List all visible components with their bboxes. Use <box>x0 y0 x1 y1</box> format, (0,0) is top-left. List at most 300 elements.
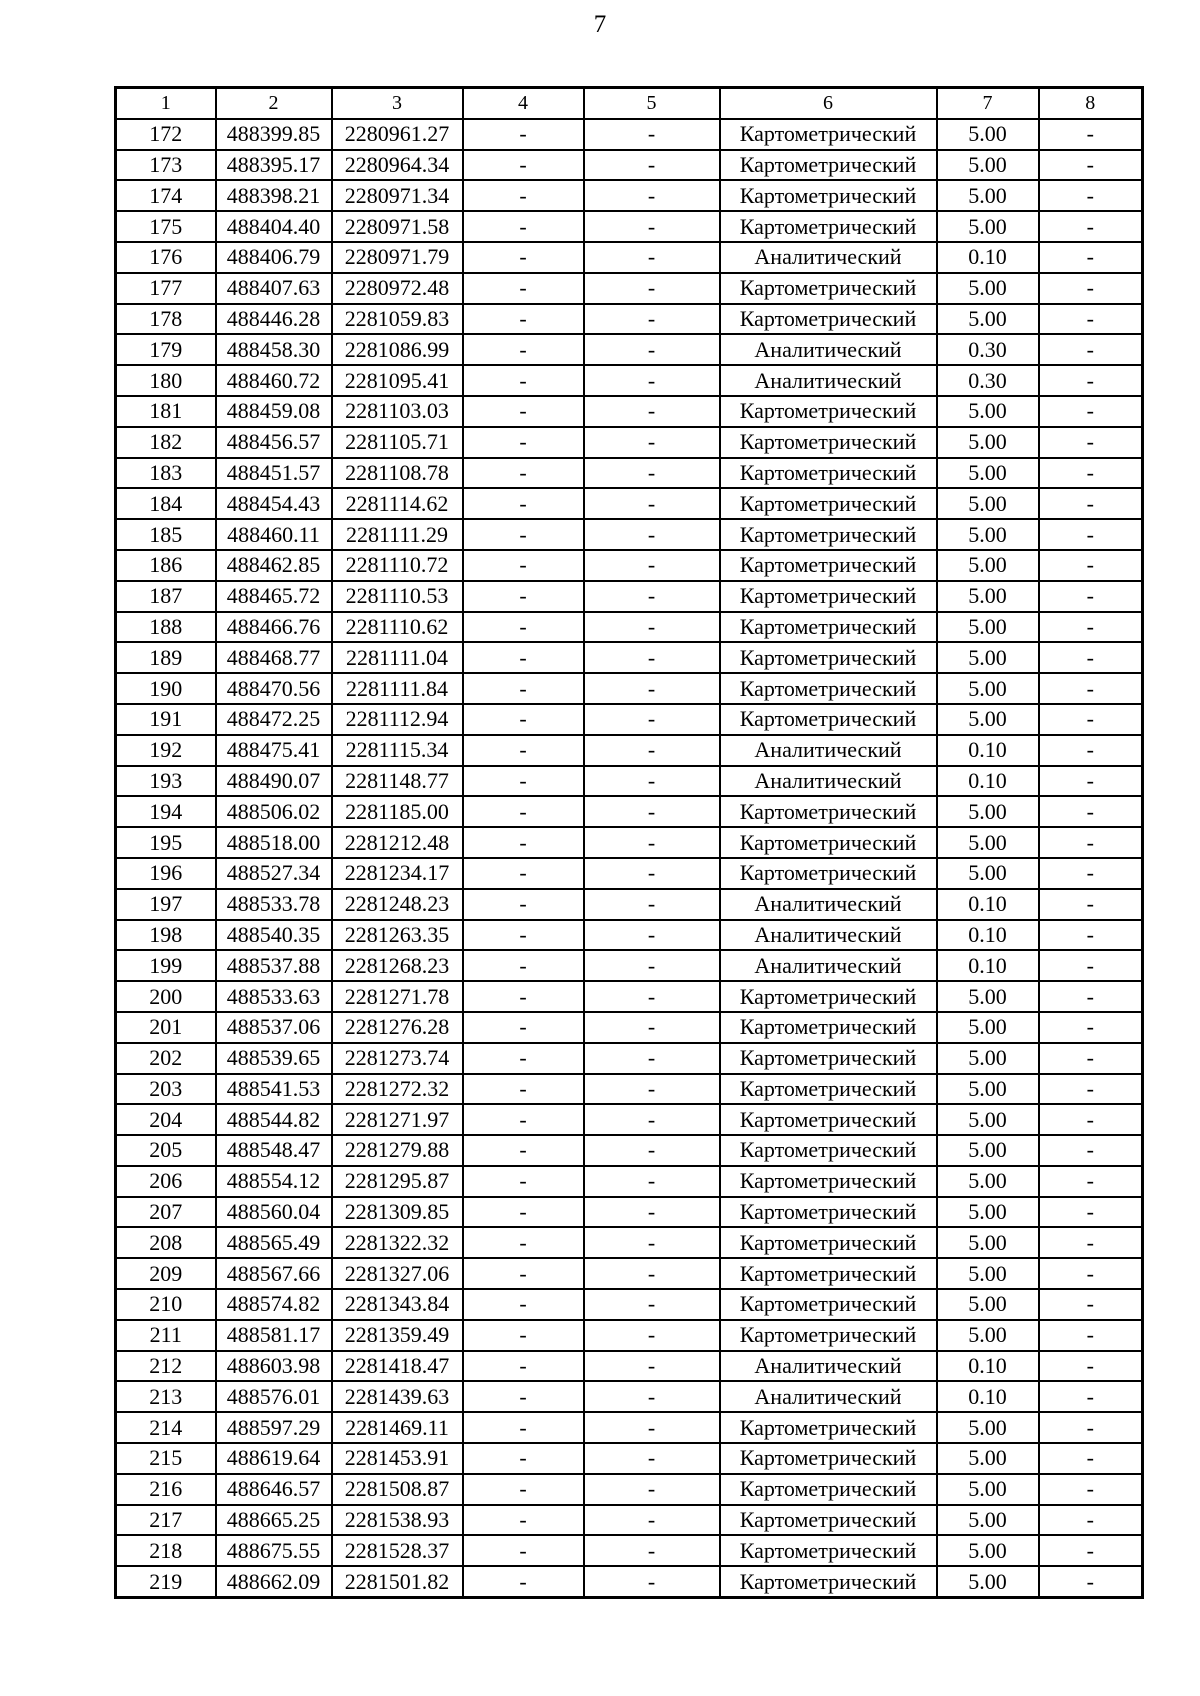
column-4-cell: - <box>463 642 584 673</box>
column-8-cell: - <box>1039 981 1143 1012</box>
point-number-cell: 189 <box>116 642 216 673</box>
y-coordinate-cell: 2281439.63 <box>332 1381 463 1412</box>
column-5-cell: - <box>584 858 720 889</box>
method-cell: Аналитический <box>720 1381 937 1412</box>
column-5-cell: - <box>584 150 720 181</box>
table-row <box>116 858 1143 889</box>
x-coordinate-cell: 488407.63 <box>216 273 332 304</box>
x-coordinate-cell: 488576.01 <box>216 1381 332 1412</box>
y-coordinate-cell: 2281501.82 <box>332 1566 463 1597</box>
accuracy-cell: 5.00 <box>937 458 1039 489</box>
point-number-cell: 209 <box>116 1258 216 1289</box>
y-coordinate-cell: 2281309.85 <box>332 1197 463 1228</box>
x-coordinate-cell: 488446.28 <box>216 304 332 335</box>
point-number-cell: 199 <box>116 950 216 981</box>
column-8-cell: - <box>1039 1043 1143 1074</box>
method-cell: Картометрический <box>720 1443 937 1474</box>
column-8-cell: - <box>1039 1412 1143 1443</box>
column-4-cell: - <box>463 273 584 304</box>
column-4-cell: - <box>463 889 584 920</box>
accuracy-cell: 5.00 <box>937 858 1039 889</box>
accuracy-cell: 5.00 <box>937 704 1039 735</box>
header-cell: 2 <box>216 88 332 119</box>
column-8-cell: - <box>1039 1074 1143 1105</box>
y-coordinate-cell: 2281086.99 <box>332 334 463 365</box>
y-coordinate-cell: 2280961.27 <box>332 119 463 150</box>
y-coordinate-cell: 2281185.00 <box>332 796 463 827</box>
column-5-cell: - <box>584 1474 720 1505</box>
x-coordinate-cell: 488537.88 <box>216 950 332 981</box>
column-5-cell: - <box>584 981 720 1012</box>
column-5-cell: - <box>584 1289 720 1320</box>
accuracy-cell: 0.10 <box>937 920 1039 951</box>
x-coordinate-cell: 488451.57 <box>216 458 332 489</box>
y-coordinate-cell: 2281359.49 <box>332 1320 463 1351</box>
column-4-cell: - <box>463 1474 584 1505</box>
method-cell: Аналитический <box>720 920 937 951</box>
column-5-cell: - <box>584 581 720 612</box>
y-coordinate-cell: 2281271.97 <box>332 1104 463 1135</box>
column-5-cell: - <box>584 304 720 335</box>
x-coordinate-cell: 488597.29 <box>216 1412 332 1443</box>
table-row <box>116 488 1143 519</box>
point-number-cell: 181 <box>116 396 216 427</box>
column-5-cell: - <box>584 827 720 858</box>
x-coordinate-cell: 488399.85 <box>216 119 332 150</box>
column-5-cell: - <box>584 1135 720 1166</box>
point-number-cell: 191 <box>116 704 216 735</box>
column-4-cell: - <box>463 735 584 766</box>
column-5-cell: - <box>584 427 720 458</box>
method-cell: Картометрический <box>720 1505 937 1536</box>
accuracy-cell: 5.00 <box>937 1289 1039 1320</box>
column-8-cell: - <box>1039 673 1143 704</box>
column-5-cell: - <box>584 1443 720 1474</box>
y-coordinate-cell: 2281111.04 <box>332 642 463 673</box>
column-5-cell: - <box>584 735 720 766</box>
method-cell: Аналитический <box>720 889 937 920</box>
x-coordinate-cell: 488527.34 <box>216 858 332 889</box>
header-cell: 6 <box>720 88 937 119</box>
x-coordinate-cell: 488540.35 <box>216 920 332 951</box>
column-5-cell: - <box>584 550 720 581</box>
column-5-cell: - <box>584 1566 720 1597</box>
column-4-cell: - <box>463 1104 584 1135</box>
x-coordinate-cell: 488567.66 <box>216 1258 332 1289</box>
method-cell: Картометрический <box>720 581 937 612</box>
method-cell: Аналитический <box>720 766 937 797</box>
column-8-cell: - <box>1039 488 1143 519</box>
column-8-cell: - <box>1039 150 1143 181</box>
x-coordinate-cell: 488675.55 <box>216 1535 332 1566</box>
column-8-cell: - <box>1039 827 1143 858</box>
table-row <box>116 1474 1143 1505</box>
column-4-cell: - <box>463 981 584 1012</box>
column-8-cell: - <box>1039 180 1143 211</box>
column-8-cell: - <box>1039 1289 1143 1320</box>
accuracy-cell: 5.00 <box>937 1443 1039 1474</box>
accuracy-cell: 5.00 <box>937 1197 1039 1228</box>
point-number-cell: 172 <box>116 119 216 150</box>
column-4-cell: - <box>463 1012 584 1043</box>
point-number-cell: 201 <box>116 1012 216 1043</box>
accuracy-cell: 5.00 <box>937 1320 1039 1351</box>
point-number-cell: 186 <box>116 550 216 581</box>
page-number: 7 <box>593 11 607 38</box>
column-4-cell: - <box>463 920 584 951</box>
table-row <box>116 427 1143 458</box>
x-coordinate-cell: 488548.47 <box>216 1135 332 1166</box>
x-coordinate-cell: 488565.49 <box>216 1227 332 1258</box>
column-8-cell: - <box>1039 1443 1143 1474</box>
column-5-cell: - <box>584 612 720 643</box>
column-8-cell: - <box>1039 304 1143 335</box>
x-coordinate-cell: 488395.17 <box>216 150 332 181</box>
table-row <box>116 550 1143 581</box>
method-cell: Картометрический <box>720 827 937 858</box>
accuracy-cell: 0.10 <box>937 735 1039 766</box>
x-coordinate-cell: 488459.08 <box>216 396 332 427</box>
x-coordinate-cell: 488458.30 <box>216 334 332 365</box>
x-coordinate-cell: 488581.17 <box>216 1320 332 1351</box>
column-8-cell: - <box>1039 1381 1143 1412</box>
table-row <box>116 1351 1143 1382</box>
point-number-cell: 212 <box>116 1351 216 1382</box>
table-row <box>116 150 1143 181</box>
y-coordinate-cell: 2281234.17 <box>332 858 463 889</box>
method-cell: Картометрический <box>720 304 937 335</box>
table-row <box>116 1166 1143 1197</box>
y-coordinate-cell: 2281059.83 <box>332 304 463 335</box>
y-coordinate-cell: 2281327.06 <box>332 1258 463 1289</box>
column-5-cell: - <box>584 273 720 304</box>
method-cell: Картометрический <box>720 150 937 181</box>
x-coordinate-cell: 488646.57 <box>216 1474 332 1505</box>
point-number-cell: 197 <box>116 889 216 920</box>
method-cell: Картометрический <box>720 119 937 150</box>
column-4-cell: - <box>463 1320 584 1351</box>
column-4-cell: - <box>463 242 584 273</box>
x-coordinate-cell: 488533.78 <box>216 889 332 920</box>
column-8-cell: - <box>1039 273 1143 304</box>
table-row <box>116 950 1143 981</box>
column-8-cell: - <box>1039 766 1143 797</box>
column-5-cell: - <box>584 673 720 704</box>
accuracy-cell: 5.00 <box>937 1104 1039 1135</box>
point-number-cell: 176 <box>116 242 216 273</box>
x-coordinate-cell: 488537.06 <box>216 1012 332 1043</box>
table-row <box>116 1258 1143 1289</box>
y-coordinate-cell: 2280971.58 <box>332 211 463 242</box>
accuracy-cell: 5.00 <box>937 796 1039 827</box>
column-4-cell: - <box>463 304 584 335</box>
table-row <box>116 334 1143 365</box>
x-coordinate-cell: 488603.98 <box>216 1351 332 1382</box>
table-row <box>116 273 1143 304</box>
point-number-cell: 195 <box>116 827 216 858</box>
method-cell: Картометрический <box>720 1412 937 1443</box>
column-8-cell: - <box>1039 519 1143 550</box>
column-5-cell: - <box>584 1074 720 1105</box>
table-body <box>116 119 1143 1598</box>
point-number-cell: 188 <box>116 612 216 643</box>
point-number-cell: 205 <box>116 1135 216 1166</box>
point-number-cell: 214 <box>116 1412 216 1443</box>
column-8-cell: - <box>1039 704 1143 735</box>
accuracy-cell: 5.00 <box>937 304 1039 335</box>
table-row <box>116 1535 1143 1566</box>
table-row <box>116 1289 1143 1320</box>
column-4-cell: - <box>463 180 584 211</box>
accuracy-cell: 5.00 <box>937 1566 1039 1597</box>
column-5-cell: - <box>584 1012 720 1043</box>
x-coordinate-cell: 488490.07 <box>216 766 332 797</box>
point-number-cell: 174 <box>116 180 216 211</box>
method-cell: Аналитический <box>720 1351 937 1382</box>
point-number-cell: 206 <box>116 1166 216 1197</box>
y-coordinate-cell: 2281538.93 <box>332 1505 463 1536</box>
y-coordinate-cell: 2280971.79 <box>332 242 463 273</box>
column-4-cell: - <box>463 796 584 827</box>
column-4-cell: - <box>463 1135 584 1166</box>
column-8-cell: - <box>1039 1535 1143 1566</box>
column-4-cell: - <box>463 1443 584 1474</box>
y-coordinate-cell: 2281105.71 <box>332 427 463 458</box>
y-coordinate-cell: 2281115.34 <box>332 735 463 766</box>
column-5-cell: - <box>584 889 720 920</box>
column-5-cell: - <box>584 796 720 827</box>
x-coordinate-cell: 488465.72 <box>216 581 332 612</box>
point-number-cell: 179 <box>116 334 216 365</box>
y-coordinate-cell: 2281112.94 <box>332 704 463 735</box>
x-coordinate-cell: 488475.41 <box>216 735 332 766</box>
y-coordinate-cell: 2281111.84 <box>332 673 463 704</box>
method-cell: Картометрический <box>720 1227 937 1258</box>
method-cell: Картометрический <box>720 1535 937 1566</box>
method-cell: Картометрический <box>720 1566 937 1597</box>
column-5-cell: - <box>584 642 720 673</box>
accuracy-cell: 5.00 <box>937 396 1039 427</box>
accuracy-cell: 0.10 <box>937 889 1039 920</box>
x-coordinate-cell: 488468.77 <box>216 642 332 673</box>
coordinates-table <box>114 86 1144 1599</box>
y-coordinate-cell: 2281114.62 <box>332 488 463 519</box>
method-cell: Картометрический <box>720 673 937 704</box>
method-cell: Картометрический <box>720 1012 937 1043</box>
method-cell: Картометрический <box>720 273 937 304</box>
method-cell: Картометрический <box>720 396 937 427</box>
y-coordinate-cell: 2281103.03 <box>332 396 463 427</box>
method-cell: Картометрический <box>720 1320 937 1351</box>
point-number-cell: 217 <box>116 1505 216 1536</box>
column-8-cell: - <box>1039 1474 1143 1505</box>
column-8-cell: - <box>1039 1135 1143 1166</box>
column-5-cell: - <box>584 1505 720 1536</box>
y-coordinate-cell: 2280972.48 <box>332 273 463 304</box>
accuracy-cell: 5.00 <box>937 550 1039 581</box>
table-row <box>116 889 1143 920</box>
column-4-cell: - <box>463 1197 584 1228</box>
accuracy-cell: 5.00 <box>937 427 1039 458</box>
x-coordinate-cell: 488539.65 <box>216 1043 332 1074</box>
column-5-cell: - <box>584 1351 720 1382</box>
table-row <box>116 796 1143 827</box>
table-header-row <box>116 88 1143 119</box>
table-row <box>116 396 1143 427</box>
table-row <box>116 673 1143 704</box>
column-8-cell: - <box>1039 1197 1143 1228</box>
y-coordinate-cell: 2281263.35 <box>332 920 463 951</box>
column-4-cell: - <box>463 704 584 735</box>
column-8-cell: - <box>1039 1258 1143 1289</box>
column-8-cell: - <box>1039 1227 1143 1258</box>
accuracy-cell: 5.00 <box>937 150 1039 181</box>
table-row <box>116 704 1143 735</box>
x-coordinate-cell: 488454.43 <box>216 488 332 519</box>
accuracy-cell: 5.00 <box>937 827 1039 858</box>
column-4-cell: - <box>463 488 584 519</box>
accuracy-cell: 5.00 <box>937 1258 1039 1289</box>
column-4-cell: - <box>463 612 584 643</box>
accuracy-cell: 5.00 <box>937 581 1039 612</box>
column-4-cell: - <box>463 827 584 858</box>
table-row <box>116 519 1143 550</box>
point-number-cell: 190 <box>116 673 216 704</box>
column-4-cell: - <box>463 1166 584 1197</box>
table-row <box>116 1104 1143 1135</box>
table-row <box>116 1043 1143 1074</box>
column-5-cell: - <box>584 1381 720 1412</box>
accuracy-cell: 5.00 <box>937 180 1039 211</box>
table-row <box>116 1505 1143 1536</box>
accuracy-cell: 0.10 <box>937 242 1039 273</box>
point-number-cell: 180 <box>116 365 216 396</box>
column-5-cell: - <box>584 1104 720 1135</box>
column-8-cell: - <box>1039 889 1143 920</box>
column-8-cell: - <box>1039 427 1143 458</box>
column-5-cell: - <box>584 1320 720 1351</box>
x-coordinate-cell: 488466.76 <box>216 612 332 643</box>
accuracy-cell: 5.00 <box>937 673 1039 704</box>
y-coordinate-cell: 2281418.47 <box>332 1351 463 1382</box>
column-5-cell: - <box>584 242 720 273</box>
point-number-cell: 204 <box>116 1104 216 1135</box>
method-cell: Картометрический <box>720 612 937 643</box>
y-coordinate-cell: 2281453.91 <box>332 1443 463 1474</box>
y-coordinate-cell: 2281279.88 <box>332 1135 463 1166</box>
column-8-cell: - <box>1039 858 1143 889</box>
x-coordinate-cell: 488541.53 <box>216 1074 332 1105</box>
point-number-cell: 196 <box>116 858 216 889</box>
column-4-cell: - <box>463 766 584 797</box>
x-coordinate-cell: 488506.02 <box>216 796 332 827</box>
column-5-cell: - <box>584 365 720 396</box>
x-coordinate-cell: 488404.40 <box>216 211 332 242</box>
column-5-cell: - <box>584 1166 720 1197</box>
accuracy-cell: 5.00 <box>937 1474 1039 1505</box>
table-row <box>116 735 1143 766</box>
column-4-cell: - <box>463 950 584 981</box>
table-row <box>116 458 1143 489</box>
column-5-cell: - <box>584 920 720 951</box>
column-8-cell: - <box>1039 550 1143 581</box>
method-cell: Картометрический <box>720 458 937 489</box>
y-coordinate-cell: 2281508.87 <box>332 1474 463 1505</box>
point-number-cell: 198 <box>116 920 216 951</box>
column-4-cell: - <box>463 334 584 365</box>
x-coordinate-cell: 488460.72 <box>216 365 332 396</box>
column-4-cell: - <box>463 519 584 550</box>
accuracy-cell: 5.00 <box>937 612 1039 643</box>
y-coordinate-cell: 2281276.28 <box>332 1012 463 1043</box>
column-4-cell: - <box>463 396 584 427</box>
table-row <box>116 1074 1143 1105</box>
accuracy-cell: 5.00 <box>937 1227 1039 1258</box>
column-4-cell: - <box>463 211 584 242</box>
point-number-cell: 178 <box>116 304 216 335</box>
column-5-cell: - <box>584 1043 720 1074</box>
x-coordinate-cell: 488398.21 <box>216 180 332 211</box>
table-row <box>116 1227 1143 1258</box>
table-row <box>116 1566 1143 1597</box>
accuracy-cell: 5.00 <box>937 519 1039 550</box>
table-row <box>116 180 1143 211</box>
column-5-cell: - <box>584 766 720 797</box>
y-coordinate-cell: 2281271.78 <box>332 981 463 1012</box>
x-coordinate-cell: 488574.82 <box>216 1289 332 1320</box>
accuracy-cell: 5.00 <box>937 211 1039 242</box>
point-number-cell: 183 <box>116 458 216 489</box>
column-4-cell: - <box>463 1566 584 1597</box>
column-8-cell: - <box>1039 1351 1143 1382</box>
column-5-cell: - <box>584 211 720 242</box>
point-number-cell: 192 <box>116 735 216 766</box>
point-number-cell: 213 <box>116 1381 216 1412</box>
point-number-cell: 215 <box>116 1443 216 1474</box>
column-5-cell: - <box>584 180 720 211</box>
point-number-cell: 218 <box>116 1535 216 1566</box>
column-5-cell: - <box>584 1258 720 1289</box>
method-cell: Картометрический <box>720 1166 937 1197</box>
table-row <box>116 766 1143 797</box>
point-number-cell: 194 <box>116 796 216 827</box>
column-4-cell: - <box>463 458 584 489</box>
x-coordinate-cell: 488406.79 <box>216 242 332 273</box>
header-cell: 3 <box>332 88 463 119</box>
x-coordinate-cell: 488462.85 <box>216 550 332 581</box>
x-coordinate-cell: 488533.63 <box>216 981 332 1012</box>
y-coordinate-cell: 2281295.87 <box>332 1166 463 1197</box>
point-number-cell: 210 <box>116 1289 216 1320</box>
method-cell: Аналитический <box>720 334 937 365</box>
point-number-cell: 187 <box>116 581 216 612</box>
y-coordinate-cell: 2281110.53 <box>332 581 463 612</box>
column-8-cell: - <box>1039 642 1143 673</box>
accuracy-cell: 0.10 <box>937 766 1039 797</box>
table-row <box>116 1197 1143 1228</box>
column-4-cell: - <box>463 858 584 889</box>
method-cell: Картометрический <box>720 1043 937 1074</box>
y-coordinate-cell: 2281110.72 <box>332 550 463 581</box>
accuracy-cell: 5.00 <box>937 1043 1039 1074</box>
column-4-cell: - <box>463 1535 584 1566</box>
x-coordinate-cell: 488472.25 <box>216 704 332 735</box>
y-coordinate-cell: 2281095.41 <box>332 365 463 396</box>
table-row <box>116 304 1143 335</box>
table-row <box>116 1443 1143 1474</box>
column-4-cell: - <box>463 1289 584 1320</box>
accuracy-cell: 0.10 <box>937 950 1039 981</box>
